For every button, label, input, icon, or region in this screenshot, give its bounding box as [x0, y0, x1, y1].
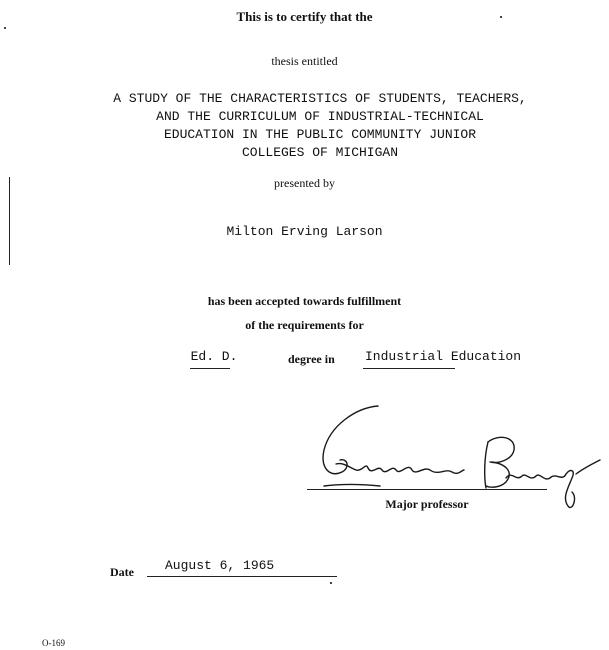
- certify-line: This is to certify that the: [236, 9, 373, 24]
- presented-by-label: presented by: [274, 176, 335, 190]
- degree-name: Ed. D.: [190, 349, 238, 364]
- thesis-title-line-4: COLLEGES OF MICHIGAN: [241, 145, 399, 160]
- field-underline: [363, 368, 455, 369]
- acceptance-line-2: of the requirements for: [245, 318, 364, 332]
- degree-underline: [190, 368, 230, 369]
- thesis-entitled-label: thesis entitled: [271, 54, 338, 68]
- thesis-title-line-3: EDUCATION IN THE PUBLIC COMMUNITY JUNIOR: [163, 127, 477, 142]
- thesis-title-line-2: AND THE CURRICULUM OF INDUSTRIAL-TECHNICAL: [156, 109, 484, 124]
- form-number: O-169: [42, 638, 65, 648]
- date-label: Date: [110, 565, 134, 579]
- major-professor-label: Major professor: [385, 497, 469, 511]
- scan-speck: [500, 16, 502, 18]
- thesis-title-line-1: A STUDY OF THE CHARACTERISTICS OF STUDENTS, TEACHERS,: [113, 91, 527, 106]
- author-name: Milton Erving Larson: [226, 224, 383, 239]
- degree-line: [0, 346, 609, 370]
- scan-speck: [330, 582, 332, 584]
- scan-speck: [4, 27, 6, 29]
- thesis-title: [40, 90, 600, 162]
- signature-line: [307, 489, 547, 490]
- degree-field: Industrial Education: [365, 349, 522, 364]
- date-value: August 6, 1965: [165, 558, 275, 573]
- date-underline: [147, 576, 337, 577]
- degree-in-label: degree in: [288, 352, 335, 366]
- acceptance-line-1: has been accepted towards fulfillment: [207, 294, 402, 308]
- margin-mark: [9, 177, 10, 265]
